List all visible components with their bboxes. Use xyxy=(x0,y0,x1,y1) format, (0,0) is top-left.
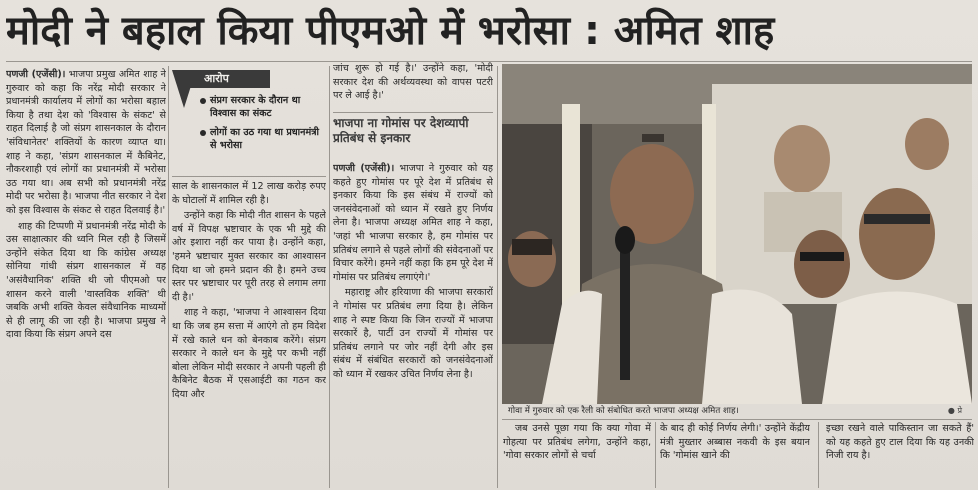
box-tag: आरोप xyxy=(180,70,270,88)
column-rule xyxy=(497,66,498,488)
caption-rule xyxy=(502,419,972,420)
paragraph: उन्होंने कहा कि मोदी नीत शासन के पहले वर्ष में विपक्ष भ्रष्टाचार के एक भी मुद्दे की ओर इशारा नहीं कर पाया है। उन्होंने कहा, 'हमने भ्रष्टाचार मुक्त सरकार का आश्वासन दिया था जो हमने प्रदान की है। हमने उच्च स्तर पर भ्रष्टाचार पर पूरी तरह से लगाम लगा दी है।' xyxy=(172,210,326,303)
sub-headline: भाजपा ना गोमांस पर देशव्यापी प्रतिबंध से इनकार xyxy=(333,116,469,145)
dateline: पणजी (एजेंसी)। xyxy=(333,163,395,174)
article-column-5 xyxy=(660,422,810,488)
article-column-6 xyxy=(826,422,974,488)
paragraph: जब उनसे पूछा गया कि क्या गोवा में गोहत्या पर प्रतिबंध लगेगा, उन्होंने कहा, 'गोवा सरकार लोगों से चर्चा xyxy=(503,423,651,462)
box-rule xyxy=(172,176,326,177)
paragraph: शाह की टिप्पणी में प्रधानमंत्री नरेंद्र मोदी के उस साक्षात्कार की ध्वनि मिल रही है जिसमें उन्होंने संकेत दिया था कि कांग्रेस अध्यक्ष सोनिया गांधी संप्रग शासनकाल में वह 'असंवैधानिक' शक्ति थी जो पीएमओ पर शासन करने वाली 'वास्तविक शक्ति' थी जबकि अभी शक्ति केवल संवैधानिक माध्यमों से ही लागू की जा रही है। भाजपा प्रमुख ने दावा किया कि संप्रग अपने दस xyxy=(6,220,166,341)
column-rule xyxy=(818,422,819,488)
news-photo xyxy=(502,64,972,404)
article-column-1 xyxy=(6,68,166,488)
column-rule xyxy=(655,422,656,488)
paragraph: साल के शासनकाल में 12 लाख करोड़ रुपए के घोटालों में शामिल रही है। xyxy=(172,181,326,206)
paragraph: शाह ने कहा, 'भाजपा ने आश्वासन दिया था कि जब हम सत्ता में आएंगे तो हम विदेश में रखे काले धन को बेनकाब करेंगे। संप्रग सरकार ने काले धन के मुद्दे पर कभी नहीं बोला लेकिन मोदी सरकार ने अपनी पहली ही कैबिनेट बैठक में एसआईटी का गठन कर दिया और xyxy=(172,307,326,400)
column-rule xyxy=(168,66,169,488)
paragraph: भाजपा प्रमुख अमित शाह ने गुरुवार को कहा कि नरेंद्र मोदी सरकार ने प्रधानमंत्री कार्यालय में लोगों का भरोसा बहाल किया है तथा देश को 'विश्वास के संकट' से राहत दिलाई है जो संप्रग शासनकाल के दौरान 'संविधानेतर' शक्तियों के कारण व्याप्त था। शाह ने कहा, 'संप्रग शासनकाल में कैबिनेट, नौकरशाही एवं लोगों का प्रधानमंत्री में भरोसा उठ गया था। अब सभी को प्रधानमंत्री नरेंद्र मोदी पर भरोसा है। भाजपा नीत सरकार ने देश को इस विश्वास के संकट से राहत दिलवाई है।' xyxy=(6,69,166,216)
list-item: लोगों का उठ गया था प्रधानमंत्री से भरोसा xyxy=(200,126,324,152)
photo-credit: ● प्रे xyxy=(947,406,962,415)
caption-text: गोवा में गुरुवार को एक रैली को संबोधित करते भाजपा अध्यक्ष अमित शाह। xyxy=(508,406,739,416)
paragraph: भाजपा ने गुरुवार को यह कहते हुए गोमांस पर पूरे देश में प्रतिबंध से इनकार किया कि इस संबंध में राज्यों को जनसंवेदनाओं को ध्यान में रखते हुए निर्णय लेना है। भाजपा अध्यक्ष अमित शाह ने कहा, 'जहां भी भाजपा सरकार है, हम गोमांस पर प्रतिबंध लगाने से पहले लोगों की संवेदनाओं पर विचार करेंगे। हमने नहीं कहा कि हम पूरे देश में गोमांस पर प्रतिबंध लगाएंगे।' xyxy=(333,163,493,283)
article-column-3-top xyxy=(333,62,493,112)
list-item: संप्रग सरकार के दौरान था विश्वास का संकट xyxy=(200,94,324,120)
paragraph: महाराष्ट्र और हरियाणा की भाजपा सरकारों ने गोमांस पर प्रतिबंध लगा दिया है। लेकिन शाह ने स्पष्ट किया कि जिन राज्यों में भाजपा सरकारें है, पार्टी उन राज्यों में गोमांस पर प्रतिबंध लगाने पर जोर नहीं देगी और इस संबंध में संबंधित सरकारों को जनसंवेदनाओं को ध्यान में रखकर उचित निर्णय लेना है। xyxy=(333,287,493,380)
headline: मोदी ने बहाल किया पीएमओ में भरोसा : अमित शाह xyxy=(6,8,775,54)
article-column-3 xyxy=(333,162,493,402)
speaker-photo-illustration xyxy=(502,64,972,404)
paragraph: इच्छा रखने वाले पाकिस्तान जा सकते हैं' को यह कहते हुए टाल दिया कि यह उनकी निजी राय है। xyxy=(826,423,974,462)
photo-caption xyxy=(502,404,972,418)
dateline: पणजी (एजेंसी)। xyxy=(6,69,66,80)
paragraph: के बाद ही कोई निर्णय लेगी।' उन्होंने केंद्रीय मंत्री मुख्तार अब्बास नकवी के इस बयान कि 'गोमांस खाने की xyxy=(660,423,810,462)
allegation-list xyxy=(200,94,324,158)
section-rule xyxy=(333,112,493,113)
article-column-4 xyxy=(503,422,651,488)
allegation-box xyxy=(172,70,326,174)
paragraph: जांच शुरू हो गई है।' उन्होंने कहा, 'मोदी सरकार देश की अर्थव्यवस्था को वापस पटरी पर ले आई है।' xyxy=(333,63,493,102)
column-rule xyxy=(329,66,330,488)
article-column-2 xyxy=(172,180,326,488)
